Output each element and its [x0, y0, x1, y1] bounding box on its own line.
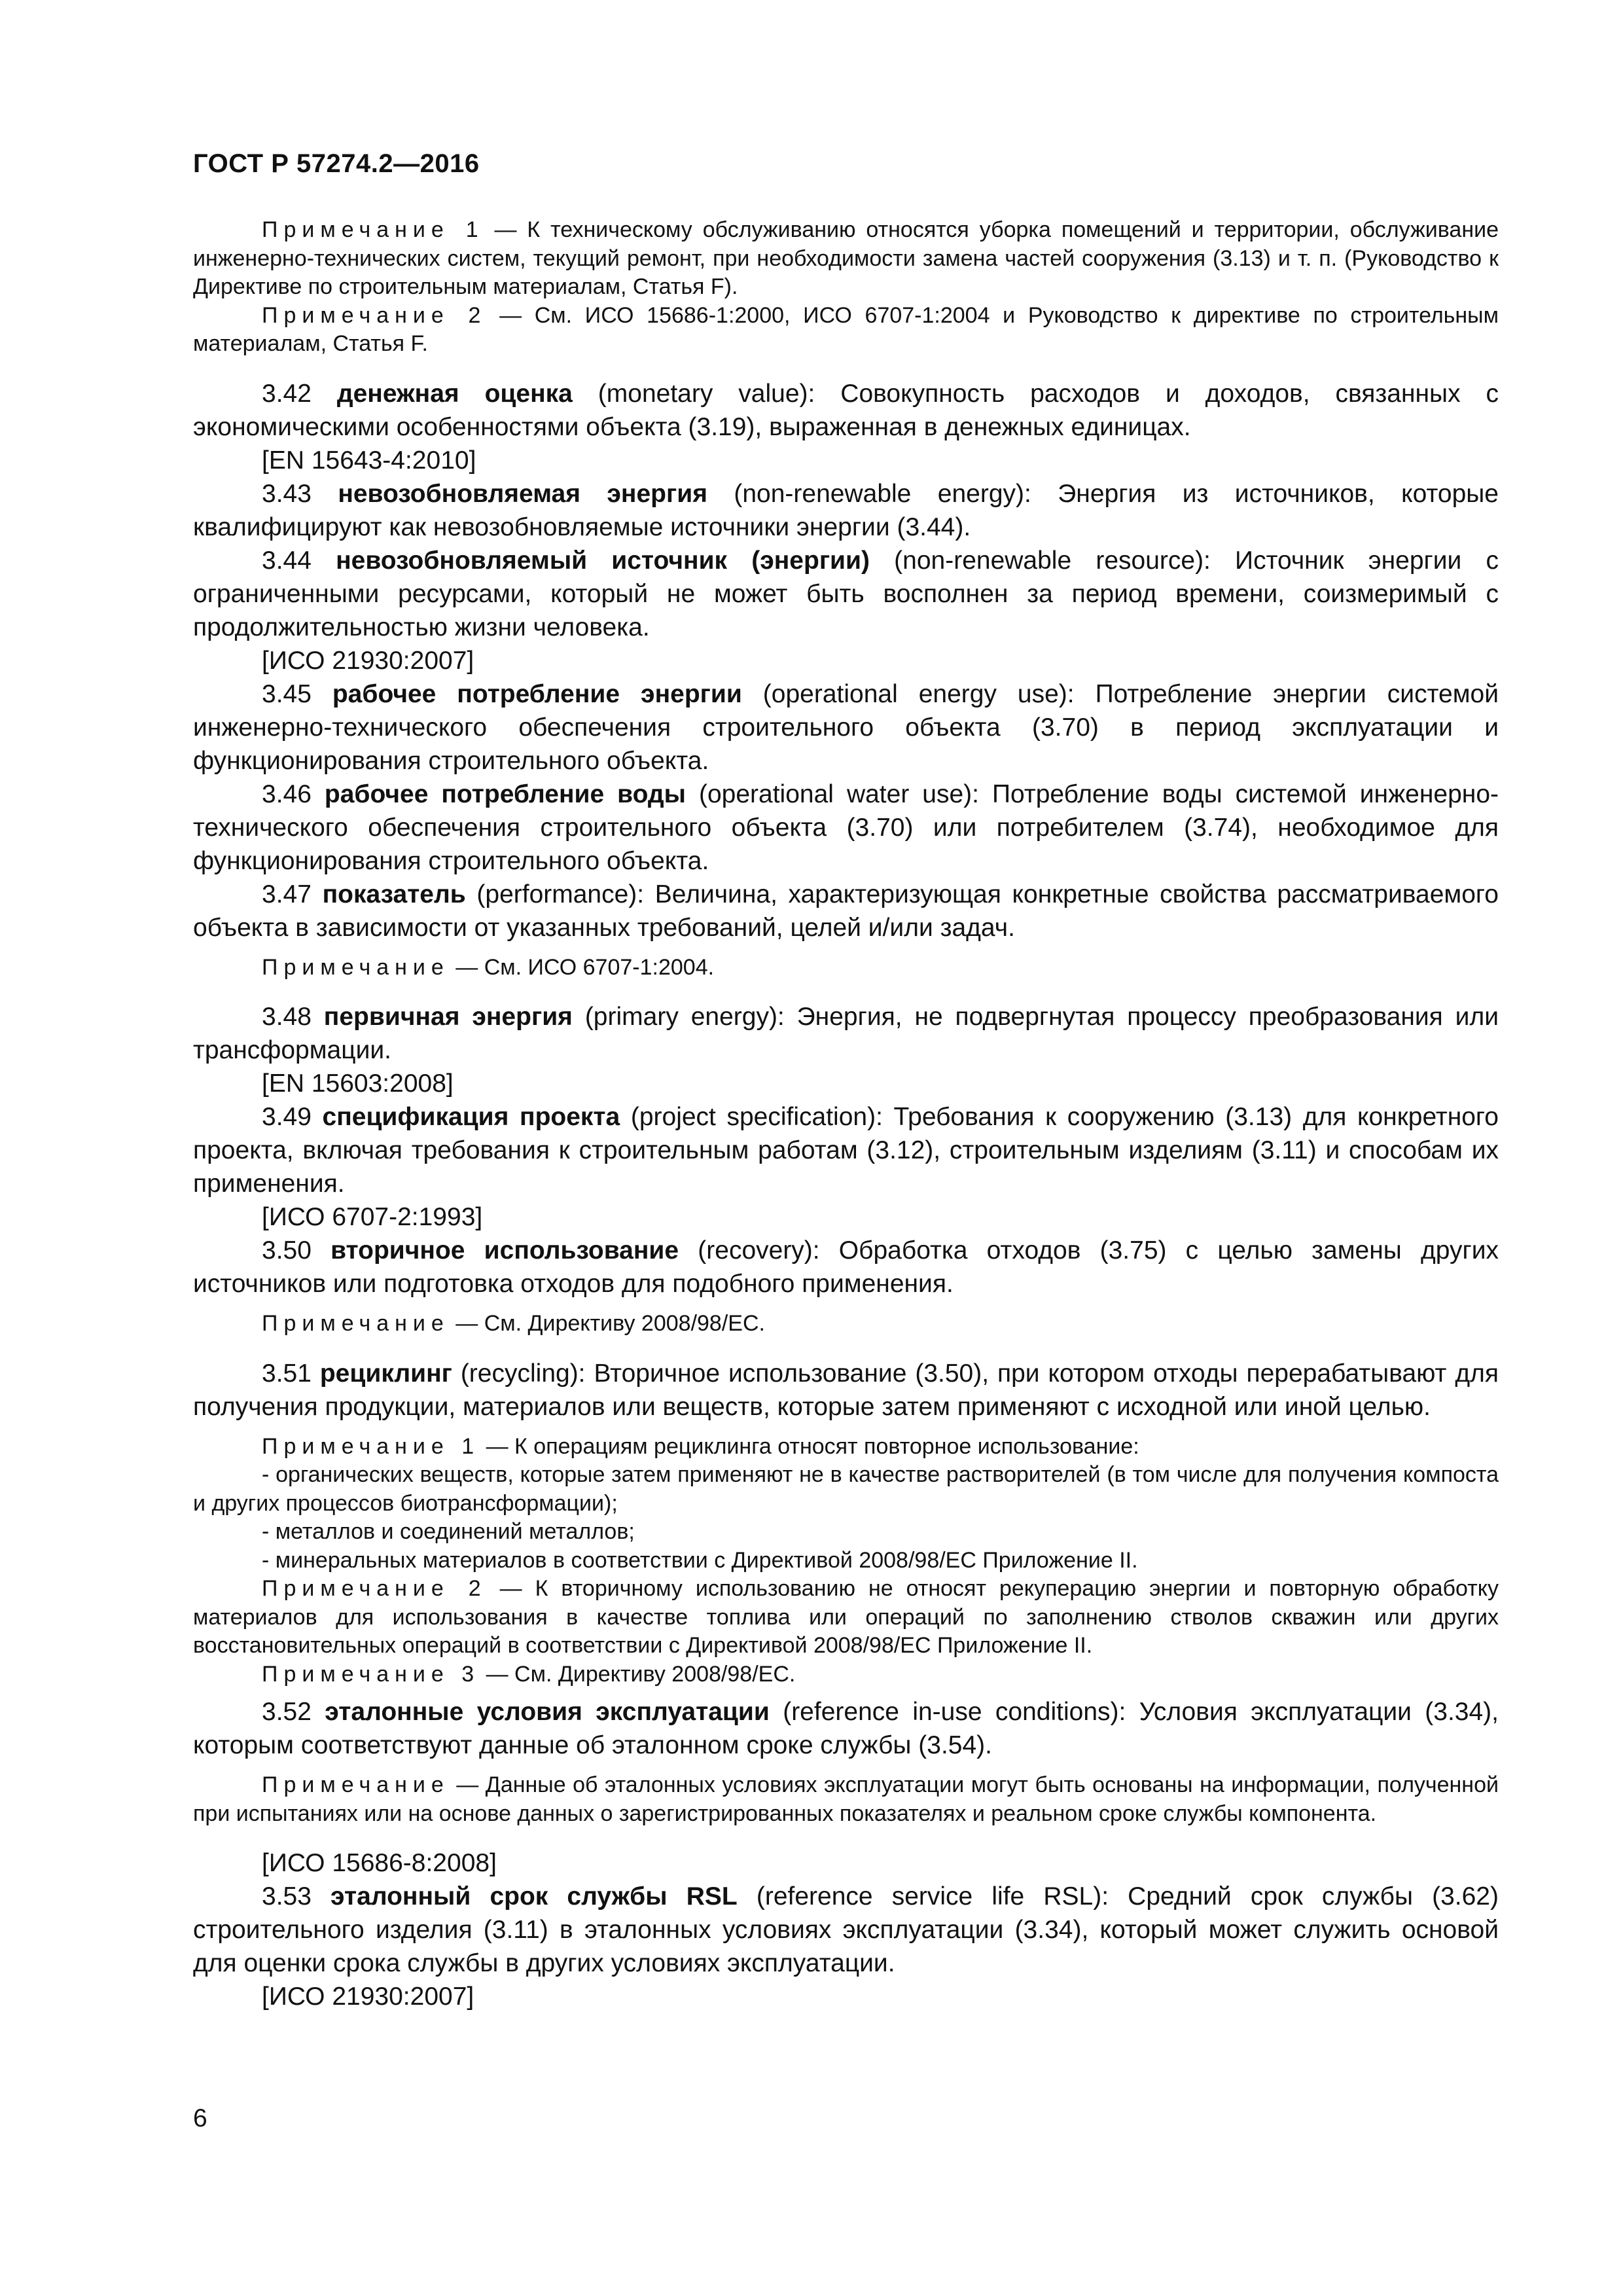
term-definition: (monetary value): Совокупность расходов и доходов, связанных с экономическими особенностями объекта (3.19), выраженная в денежных единицах.	[193, 379, 1499, 441]
term-number: 3.53	[262, 1882, 331, 1910]
term-definition: (reference in-use conditions): Условия эксплуатации (3.34), которым соответствуют данные об эталонном сроке службы (3.54).	[193, 1698, 1499, 1759]
term-3-46	[193, 778, 1499, 878]
term-definition: (non-renewable energy): Энергия из источников, которые квалифицируют как невозобновляемые источники энергии (3.44).	[193, 479, 1499, 541]
note-text: — См. Директиву 2008/98/ЕС.	[480, 1661, 796, 1687]
term-name: первичная энергия	[323, 1003, 573, 1031]
term-number: 3.42	[262, 379, 337, 408]
note-paragraph	[193, 954, 1499, 982]
note-label: Примечание 3	[262, 1661, 480, 1687]
term-name: спецификация проекта	[322, 1103, 620, 1131]
term-definition: (operational energy use): Потребление энергии системой инженерно-технического обеспечения строительного объекта (3.70) в период эксплуатации и функционирования строительного объекта.	[193, 679, 1499, 775]
note-label: Примечание 2	[262, 302, 487, 328]
note-list-item: - органических веществ, которые затем применяют не в качестве растворителей (в том числе для получения компоста и других процессов биотрансформации);	[193, 1462, 1499, 1516]
note-paragraph	[193, 1575, 1499, 1660]
note-text: — К вторичному использованию не относят рекуперацию энергии и повторную обработку материалов для использования в качестве топлива или операций по заполнению стволов скважин или других восстановительных операций в соответствии с Директивой 2008/98/ЕС Приложение II.	[193, 1576, 1499, 1658]
note-text: — Данные об эталонных условиях эксплуатации могут быть основаны на информации, полученной при испытаниях или на основе данных о зарегистрированных показателях и реальном сроке службы компонента.	[193, 1772, 1499, 1826]
source-reference: [ИСО 6707-2:1993]	[262, 1203, 483, 1231]
source-reference: [ИСО 15686-8:2008]	[262, 1849, 497, 1877]
note-label: Примечание 1	[262, 217, 484, 242]
note-text: — К техническому обслуживанию относятся уборка помещений и территории, обслуживание инженерно-технических систем, текущий ремонт, при необходимости замена частей сооружения (3.13) и т. п. (Руководство к Директиве по строительным материалам, Статья F).	[193, 217, 1499, 299]
term-definition: (non-renewable resource): Источник энергии с ограниченными ресурсами, который не может быть восполнен за период времени, соизмеримый с продолжительностью жизни человека.	[193, 546, 1499, 641]
note-list-item: - металлов и соединений металлов;	[262, 1519, 635, 1544]
term-number: 3.51	[262, 1359, 320, 1388]
term-3-45	[193, 677, 1499, 778]
note-paragraph	[193, 302, 1499, 359]
term-number: 3.48	[262, 1003, 324, 1031]
term-3-53	[193, 1880, 1499, 1980]
note-label: Примечание	[262, 1311, 450, 1336]
term-number: 3.47	[262, 880, 323, 908]
term-3-44	[193, 544, 1499, 644]
term-number: 3.46	[262, 780, 325, 808]
term-name: эталонный срок службы RSL	[330, 1882, 738, 1910]
term-3-49	[193, 1100, 1499, 1200]
document-body	[193, 216, 1499, 2013]
source-reference: [ИСО 21930:2007]	[262, 646, 474, 675]
note-text: — См. ИСО 15686-1:2000, ИСО 6707-1:2004 и Руководство к директиве по строительным материалам, Статья F.	[193, 302, 1499, 356]
note-text: — См. Директиву 2008/98/ЕС.	[449, 1311, 765, 1336]
term-name: рабочее потребление воды	[324, 780, 686, 808]
term-definition: (primary energy): Энергия, не подвергнутая процессу преобразования или трансформации.	[193, 1003, 1499, 1064]
note-paragraph	[193, 1660, 1499, 1689]
term-3-48	[193, 1000, 1499, 1067]
note-paragraph	[193, 1771, 1499, 1828]
note-paragraph	[193, 216, 1499, 302]
term-number: 3.43	[262, 479, 338, 508]
term-3-51	[193, 1357, 1499, 1424]
note-label: Примечание 2	[262, 1576, 487, 1601]
note-label: Примечание 1	[262, 1433, 480, 1459]
note-label: Примечание	[262, 1772, 450, 1797]
term-definition: (reference service life RSL): Средний срок службы (3.62) строительного изделия (3.11) в эталонных условиях эксплуатации (3.34), который может служить основой для оценки срока службы в других условиях эксплуатации.	[193, 1882, 1499, 1977]
term-definition: (operational water use): Потребление воды системой инженерно-технического обеспечения строительного объекта (3.70) или потребителем (3.74), необходимое для функционирования строительного объекта.	[193, 780, 1499, 875]
term-number: 3.49	[262, 1103, 323, 1131]
term-definition: (performance): Величина, характеризующая конкретные свойства рассматриваемого объекта в зависимости от указанных требований, целей и/или задач.	[193, 880, 1499, 942]
term-3-47	[193, 878, 1499, 944]
term-3-43	[193, 477, 1499, 544]
term-name: вторичное использование	[330, 1236, 679, 1265]
page-number: 6	[193, 2104, 207, 2132]
term-number: 3.50	[262, 1236, 331, 1265]
term-3-52	[193, 1695, 1499, 1762]
note-text: — К операциям рециклинга относят повторное использование:	[480, 1433, 1139, 1459]
note-list-item: - минеральных материалов в соответствии с Директивой 2008/98/ЕС Приложение II.	[262, 1547, 1138, 1573]
document-header: ГОСТ Р 57274.2—2016	[193, 149, 480, 178]
term-definition: (recovery): Обработка отходов (3.75) с целью замены других источников или подготовка отходов для подобного применения.	[193, 1236, 1499, 1298]
source-reference: [EN 15643-4:2010]	[262, 446, 476, 475]
note-text: — См. ИСО 6707-1:2004.	[449, 954, 715, 980]
term-name: эталонные условия эксплуатации	[325, 1698, 770, 1726]
note-label: Примечание	[262, 954, 450, 980]
term-definition: (project specification): Требования к сооружению (3.13) для конкретного проекта, включая требования к строительным работам (3.12), строительным изделиям (3.11) и способам их применения.	[193, 1103, 1499, 1198]
note-paragraph	[193, 1310, 1499, 1338]
term-number: 3.52	[262, 1698, 325, 1726]
term-3-42	[193, 377, 1499, 444]
source-reference: [ИСО 21930:2007]	[262, 1982, 474, 2011]
term-definition: (recycling): Вторичное использование (3.50), при котором отходы перерабатывают для получения продукции, материалов или веществ, которые затем применяют с исходной или иной целью.	[193, 1359, 1499, 1421]
term-name: рециклинг	[319, 1359, 452, 1388]
term-name: показатель	[322, 880, 466, 908]
note-paragraph	[193, 1433, 1499, 1462]
term-3-50	[193, 1234, 1499, 1300]
term-name: денежная оценка	[336, 379, 573, 408]
term-number: 3.45	[262, 679, 332, 708]
term-name: рабочее потребление энергии	[332, 679, 742, 708]
term-number: 3.44	[262, 546, 336, 575]
term-name: невозобновляемая энергия	[338, 479, 707, 508]
source-reference: [EN 15603:2008]	[262, 1069, 454, 1098]
term-name: невозобновляемый источник (энергии)	[336, 546, 870, 575]
